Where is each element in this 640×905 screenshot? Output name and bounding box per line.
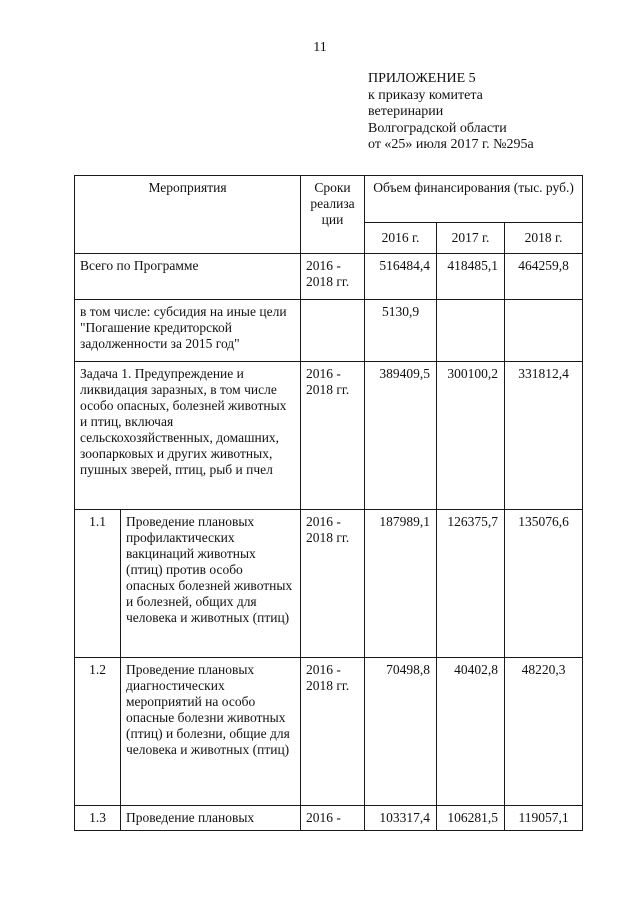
appendix-title: ПРИЛОЖЕНИЕ 5 [368, 71, 476, 86]
row-2017: 418485,1 [437, 254, 505, 300]
row-term: 2016 - [301, 806, 365, 831]
row-text: Всего по Программе [75, 254, 301, 300]
row-text: Проведение плановых диагностических мероприятий на особо опасные болезни животных (птиц) и болезни, общие для человека и животных (птиц) [121, 658, 301, 806]
row-2016: 70498,8 [365, 658, 437, 806]
row-text: Проведение плановых профилактических вакцинаций животных (птиц) против особо опасных болезней животных и болезней, общих для человека и животных (птиц) [121, 510, 301, 658]
table-header-row [75, 176, 583, 223]
appendix-line: к приказу комитета [368, 87, 483, 103]
funding-table [74, 175, 583, 831]
table-row [75, 510, 583, 658]
row-2018: 48220,3 [505, 658, 583, 806]
row-text: Проведение плановых [121, 806, 301, 831]
table-row [75, 806, 583, 831]
row-2017: 40402,8 [437, 658, 505, 806]
row-term [301, 300, 365, 362]
row-code: 1.2 [75, 658, 121, 806]
row-2017: 126375,7 [437, 510, 505, 658]
row-2018: 464259,8 [505, 254, 583, 300]
row-2016: 516484,4 [365, 254, 437, 300]
header-funding: Объем финансирования (тыс. руб.) [365, 176, 583, 223]
appendix-date: от «25» июля 2017 г. №295а [368, 137, 534, 152]
row-2016: 187989,1 [365, 510, 437, 658]
row-2017 [437, 300, 505, 362]
row-code: 1.1 [75, 510, 121, 658]
page-number: 11 [313, 40, 327, 55]
appendix-line: Волгоградской области [368, 120, 507, 136]
header-activities: Мероприятия [75, 176, 301, 254]
row-2017: 106281,5 [437, 806, 505, 831]
table-row [75, 300, 583, 362]
appendix-line: ветеринарии [368, 104, 444, 119]
table-row [75, 658, 583, 806]
row-code: 1.3 [75, 806, 121, 831]
row-text: в том числе: субсидия на иные цели "Погашение кредиторской задолженности за 2015 год" [75, 300, 301, 362]
row-term: 2016 - 2018 гг. [301, 254, 365, 300]
header-2017: 2017 г. [437, 223, 505, 254]
row-2016: 5130,9 [365, 300, 437, 362]
row-2018: 331812,4 [505, 362, 583, 510]
header-2016: 2016 г. [365, 223, 437, 254]
row-2016: 103317,4 [365, 806, 437, 831]
header-2018: 2018 г. [505, 223, 583, 254]
header-terms: Сроки реализа ции [301, 176, 365, 254]
table-row [75, 254, 583, 300]
row-2017: 300100,2 [437, 362, 505, 510]
appendix-header [368, 71, 618, 154]
row-2018: 119057,1 [505, 806, 583, 831]
row-2018 [505, 300, 583, 362]
row-term: 2016 - 2018 гг. [301, 362, 365, 510]
row-term: 2016 - 2018 гг. [301, 510, 365, 658]
row-term: 2016 - 2018 гг. [301, 658, 365, 806]
row-text: Задача 1. Предупреждение и ликвидация заразных, в том числе особо опасных, болезней животных и птиц, включая сельскохозяйственных, домашних, зоопарковых и других животных, пушных зверей, птиц, рыб и пчел [75, 362, 301, 510]
row-2016: 389409,5 [365, 362, 437, 510]
table-row [75, 362, 583, 510]
row-2018: 135076,6 [505, 510, 583, 658]
